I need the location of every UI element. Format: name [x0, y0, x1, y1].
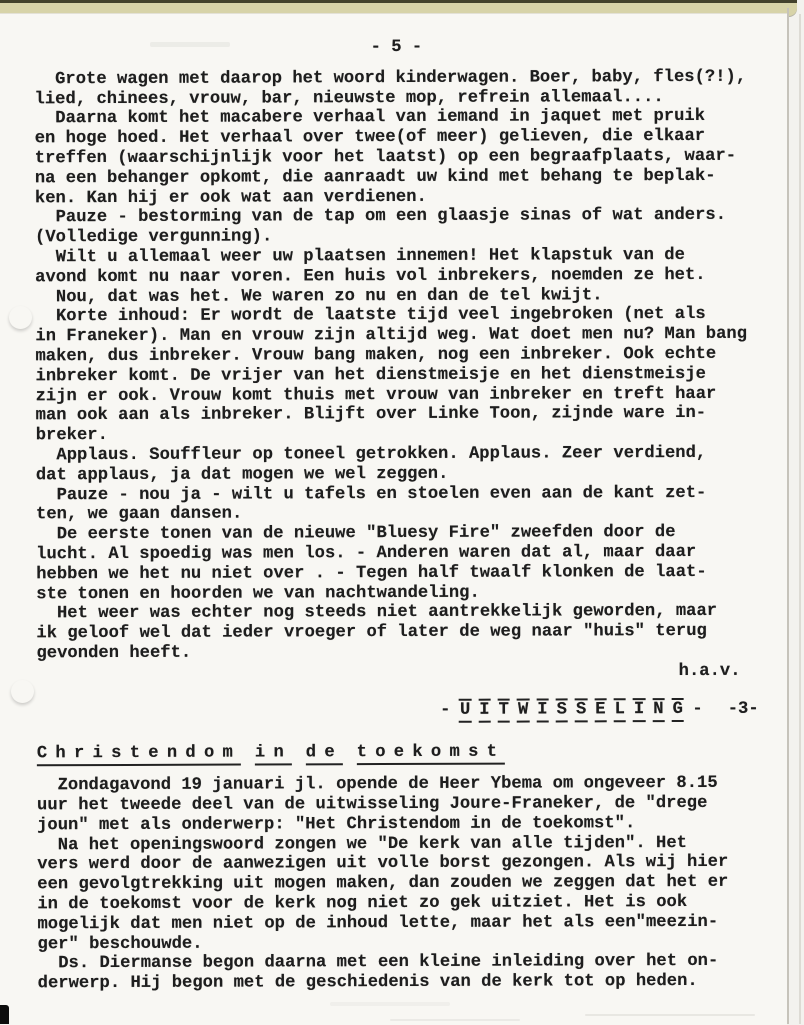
- dashed-heading-letter: W: [517, 698, 529, 722]
- dashed-heading-letter: I: [633, 698, 645, 722]
- author-initials: h.a.v.: [678, 661, 741, 681]
- paragraph: Korte inhoud: Er wordt de laatste tijd veel ingebroken (net als in Franeker). Man en vrouw zijn altijd weg. Wat doet men nu? Man bang maken, dus inbreker. Vrouw bang maken, nog een inbreker. Ook echte inbreker komt. De vrijer van het dienstmeisje en het dienstmeisje zijn er ook. Vrouw komt thuis met vrouw van inbreker en treft haar man ook aan als inbreker. Blijft over Linke Toon, zijnde ware in- breker.: [35, 305, 748, 446]
- heading-page-ref: -3-: [727, 699, 759, 719]
- typewritten-page: [34, 37, 761, 995]
- underlined-title-word: in: [255, 743, 292, 765]
- exchange-heading-letters: [455, 697, 687, 722]
- underlined-title-word: toekomst: [357, 742, 506, 765]
- dashed-heading-letter: I: [536, 698, 548, 722]
- article-title: [37, 741, 761, 763]
- scan-corner-mark: [0, 1005, 9, 1024]
- paragraph: Applaus. Souffleur op toneel getrokken. Applaus. Zeer verdiend, dat applaus, ja dat mogen we wel zeggen.: [35, 443, 707, 485]
- hole-punch: [9, 306, 32, 329]
- dashed-heading-letter: I: [478, 698, 490, 722]
- dashed-heading-letter: T: [498, 698, 510, 722]
- hole-punch: [11, 680, 34, 703]
- dashed-heading-letter: L: [614, 698, 626, 722]
- dashed-heading-letter: G: [672, 698, 684, 722]
- paragraph: Pauze - nou ja - wilt u tafels en stoelen even aan de kant zet- ten, we gaan dansen.: [35, 483, 707, 525]
- paragraph: Zondagavond 19 januari jl. opende de Heer Ybema om ongeveer 8.15 uur het tweede deel van de uitwisseling Joure-Franeker, de "drege joun" met als onderwerp: "Het Christendom in de toekomst".: [36, 774, 718, 836]
- paragraph: Na het openingswoord zongen we "De kerk van alle tijden". Het vers werd door de aanwezigen uit volle borst gezongen. Als wij hier een gevolgtrekking uit mogen maken, dan zouden we zeggen dat het er in de toekomst voor de kerk nog niet zo gek uitziet. Het is ook mogelijk dat men niet op de inhoud lette, maar het als een"meezin- ger" beschouwde.: [37, 833, 729, 954]
- dashed-heading-letter: E: [594, 698, 606, 722]
- page-edge-line-outer: [799, 14, 801, 1024]
- dashed-heading-letter: S: [556, 698, 568, 722]
- paragraph: Grote wagen met daarop het woord kinderwagen. Boer, baby, fles(?!), lied, chinees, vrouw, bar, nieuwste mop, refrein allemaal....: [34, 67, 747, 109]
- article-body: [37, 774, 762, 994]
- exchange-heading: [37, 697, 761, 724]
- report-body: [34, 68, 760, 664]
- scan-smudge: [330, 1002, 450, 1006]
- paragraph: Pauze - bestorming van de tap om een glaasje sinas of wat anders. (Volledige vergunning).: [34, 206, 727, 248]
- heading-prefix-dash: -: [440, 700, 451, 720]
- underlined-title-word: Christendom: [37, 743, 241, 766]
- paragraph: Ds. Diermanse begon daarna met een kleine inleiding over het on- derwerp. Hij begon met de geschiedenis van de kerk tot op heden.: [37, 952, 719, 994]
- page-edge-line: [787, 8, 789, 1024]
- dashed-heading-letter: U: [459, 698, 471, 722]
- heading-suffix-dash: -: [692, 699, 703, 719]
- paragraph: De eerste tonen van de nieuwe "Bluesy Fire" zweefden door de lucht. Al spoedig was men los. - Anderen waren dat al, maar daar hebben we het nu niet over . - Tegen half twaalf klonken de laat- ste tonen en hoorden we van nachtwandeling.: [36, 523, 707, 604]
- paragraph: Het weer was echter nog steeds niet aantrekkelijk geworden, maar ik geloof wel dat ieder vroeger of later de weg naar "huis" terug gevonden heeft.: [36, 602, 718, 664]
- underlined-title-word: de: [306, 743, 343, 765]
- paragraph: Daarna komt het macabere verhaal van iemand in jaquet met pruik en hoge hoed. Het verhaal over twee(of meer) gelieven, die elkaar treffen (waarschijnlijk voor het laatst) op een begraafplaats, waar- na een behanger opkomt, die aanraadt uw kind met behang te beplak- ken. Kan hij er ook wat aan verdienen.: [34, 107, 737, 208]
- page-number: - 5 -: [370, 37, 423, 58]
- paragraph: Nou, dat was het. We waren zo nu en dan de tel kwijt.: [35, 285, 603, 307]
- dashed-heading-letter: S: [575, 698, 587, 722]
- scan-smudge: [390, 1019, 520, 1021]
- scan-smudge: [585, 1014, 755, 1016]
- paragraph: Wilt u allemaal weer uw plaatsen innemen! Het klapstuk van de avond komt nu naar voren. Een huis vol inbrekers, noemden ze het.: [35, 245, 706, 288]
- dashed-heading-letter: N: [652, 698, 664, 722]
